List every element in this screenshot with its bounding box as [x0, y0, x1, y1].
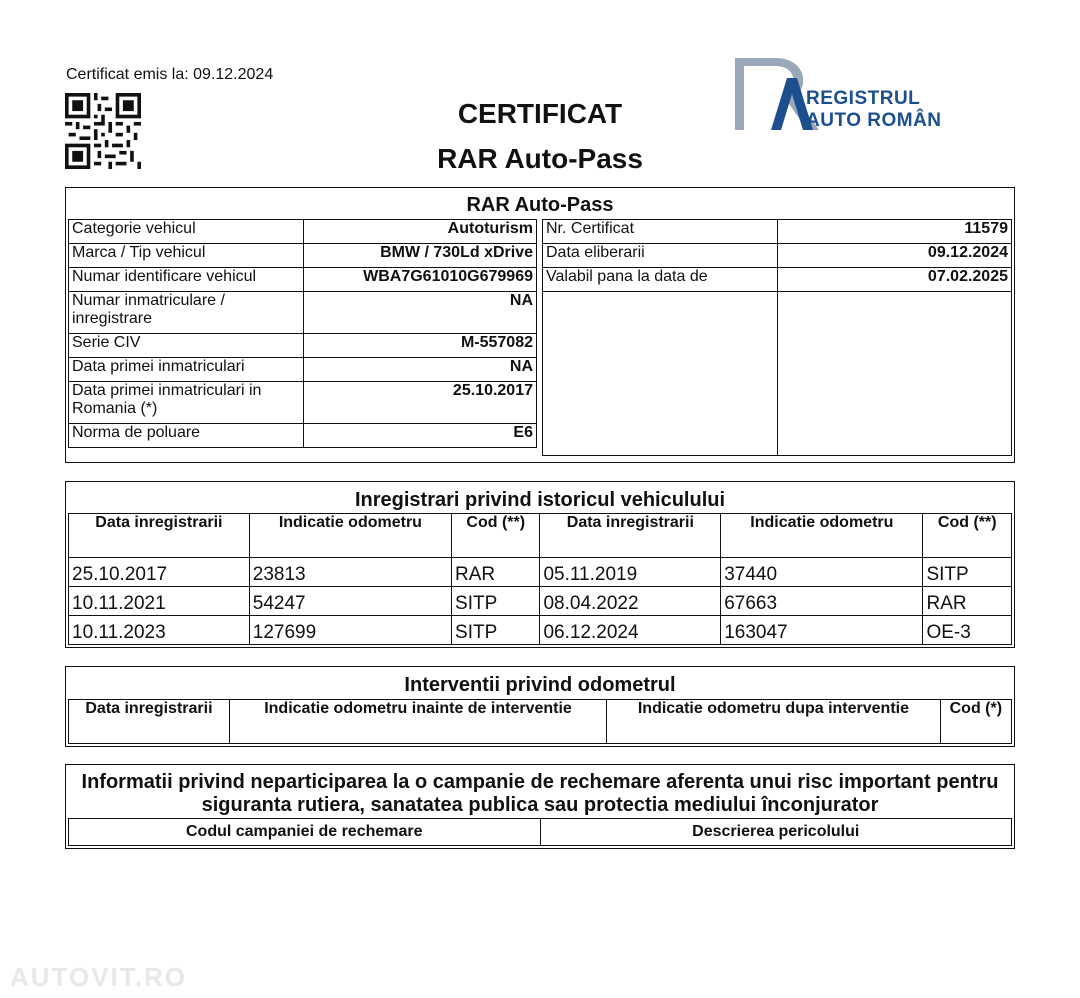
cert-label: Valabil pana la data de [543, 268, 778, 292]
info-label: Serie CIV [69, 334, 304, 358]
info-value: 25.10.2017 [304, 382, 537, 424]
table-row [69, 616, 1012, 645]
recall-header: Descrierea pericolului [540, 819, 1012, 846]
history-cell: 08.04.2022 [540, 587, 721, 616]
cert-empty-row [543, 292, 1012, 456]
issue-date: Certificat emis la: 09.12.2024 [66, 66, 274, 83]
info-value: NA [304, 292, 537, 334]
history-cell: RAR [923, 587, 1012, 616]
info-row [69, 358, 537, 382]
info-label: Numar identificare vehicul [69, 268, 304, 292]
info-label: Data primei inmatriculari [69, 358, 304, 382]
cert-label: Data eliberarii [543, 244, 778, 268]
section-title: RAR Auto-Pass [466, 194, 614, 216]
history-title: Inregistrari privind istoricul vehiculului [354, 489, 726, 511]
history-cell: 06.12.2024 [540, 616, 721, 645]
history-cell: 67663 [721, 587, 923, 616]
history-header: Data inregistrarii [69, 514, 250, 558]
history-cell: SITP [923, 558, 1012, 587]
cert-value: 07.02.2025 [778, 268, 1012, 292]
table-row [69, 558, 1012, 587]
info-value: WBA7G61010G679969 [304, 268, 537, 292]
interventions-header: Indicatie odometru inainte de interventie [229, 700, 606, 744]
history-header: Cod (**) [923, 514, 1012, 558]
info-value: BMW / 730Ld xDrive [304, 244, 537, 268]
info-value: NA [304, 358, 537, 382]
history-cell: 54247 [249, 587, 451, 616]
info-row [69, 292, 537, 334]
history-cell: SITP [452, 616, 540, 645]
history-table [68, 513, 1012, 645]
history-cell: RAR [452, 558, 540, 587]
history-header: Data inregistrarii [540, 514, 721, 558]
info-row [69, 382, 537, 424]
interventions-table [68, 699, 1012, 744]
history-cell: 23813 [249, 558, 451, 587]
info-row [69, 220, 537, 244]
history-cell: 163047 [721, 616, 923, 645]
interventions-header: Indicatie odometru dupa interventie [607, 700, 941, 744]
recall-table [68, 818, 1012, 846]
history-header: Indicatie odometru [721, 514, 923, 558]
certificate-title: CERTIFICAT [457, 98, 623, 129]
cert-row [543, 244, 1012, 268]
recall-title: Informatii privind neparticiparea la o campanie de rechemare aferenta unui risc important pentru siguranta rutiera, sanatatea publica sau protectia mediului înconjurator [81, 771, 999, 816]
interventions-header: Cod (*) [940, 700, 1011, 744]
recall-header: Codul campaniei de rechemare [69, 819, 541, 846]
info-row [69, 424, 537, 448]
info-row [69, 268, 537, 292]
table-row [69, 587, 1012, 616]
info-label: Norma de poluare [69, 424, 304, 448]
history-cell: 127699 [249, 616, 451, 645]
history-cell: OE-3 [923, 616, 1012, 645]
info-label: Categorie vehicul [69, 220, 304, 244]
certificate-subtitle: RAR Auto-Pass [437, 143, 643, 174]
rar-logo-text: REGISTRUL AUTO ROMÂN [806, 88, 942, 131]
cert-value: 11579 [778, 220, 1012, 244]
history-cell: 25.10.2017 [69, 558, 250, 587]
cert-label: Nr. Certificat [543, 220, 778, 244]
info-value: M-557082 [304, 334, 537, 358]
info-value: E6 [304, 424, 537, 448]
info-label: Numar inmatriculare / inregistrare [69, 292, 304, 334]
history-cell: SITP [452, 587, 540, 616]
vehicle-info-table [68, 219, 537, 448]
info-label: Marca / Tip vehicul [69, 244, 304, 268]
interventions-title: Interventii privind odometrul [404, 674, 676, 696]
history-cell: 10.11.2023 [69, 616, 250, 645]
watermark: AUTOVIT.RO [10, 962, 187, 992]
cert-row [543, 268, 1012, 292]
info-row [69, 334, 537, 358]
history-cell: 05.11.2019 [540, 558, 721, 587]
empty-cell [778, 292, 1012, 456]
interventions-header: Data inregistrarii [69, 700, 230, 744]
info-label: Data primei inmatriculari in Romania (*) [69, 382, 304, 424]
cert-row [543, 220, 1012, 244]
empty-cell [543, 292, 778, 456]
cert-value: 09.12.2024 [778, 244, 1012, 268]
history-cell: 37440 [721, 558, 923, 587]
history-cell: 10.11.2021 [69, 587, 250, 616]
history-header: Indicatie odometru [249, 514, 451, 558]
info-value: Autoturism [304, 220, 537, 244]
info-row [69, 244, 537, 268]
certificate-info-table [542, 219, 1012, 456]
history-header: Cod (**) [452, 514, 540, 558]
